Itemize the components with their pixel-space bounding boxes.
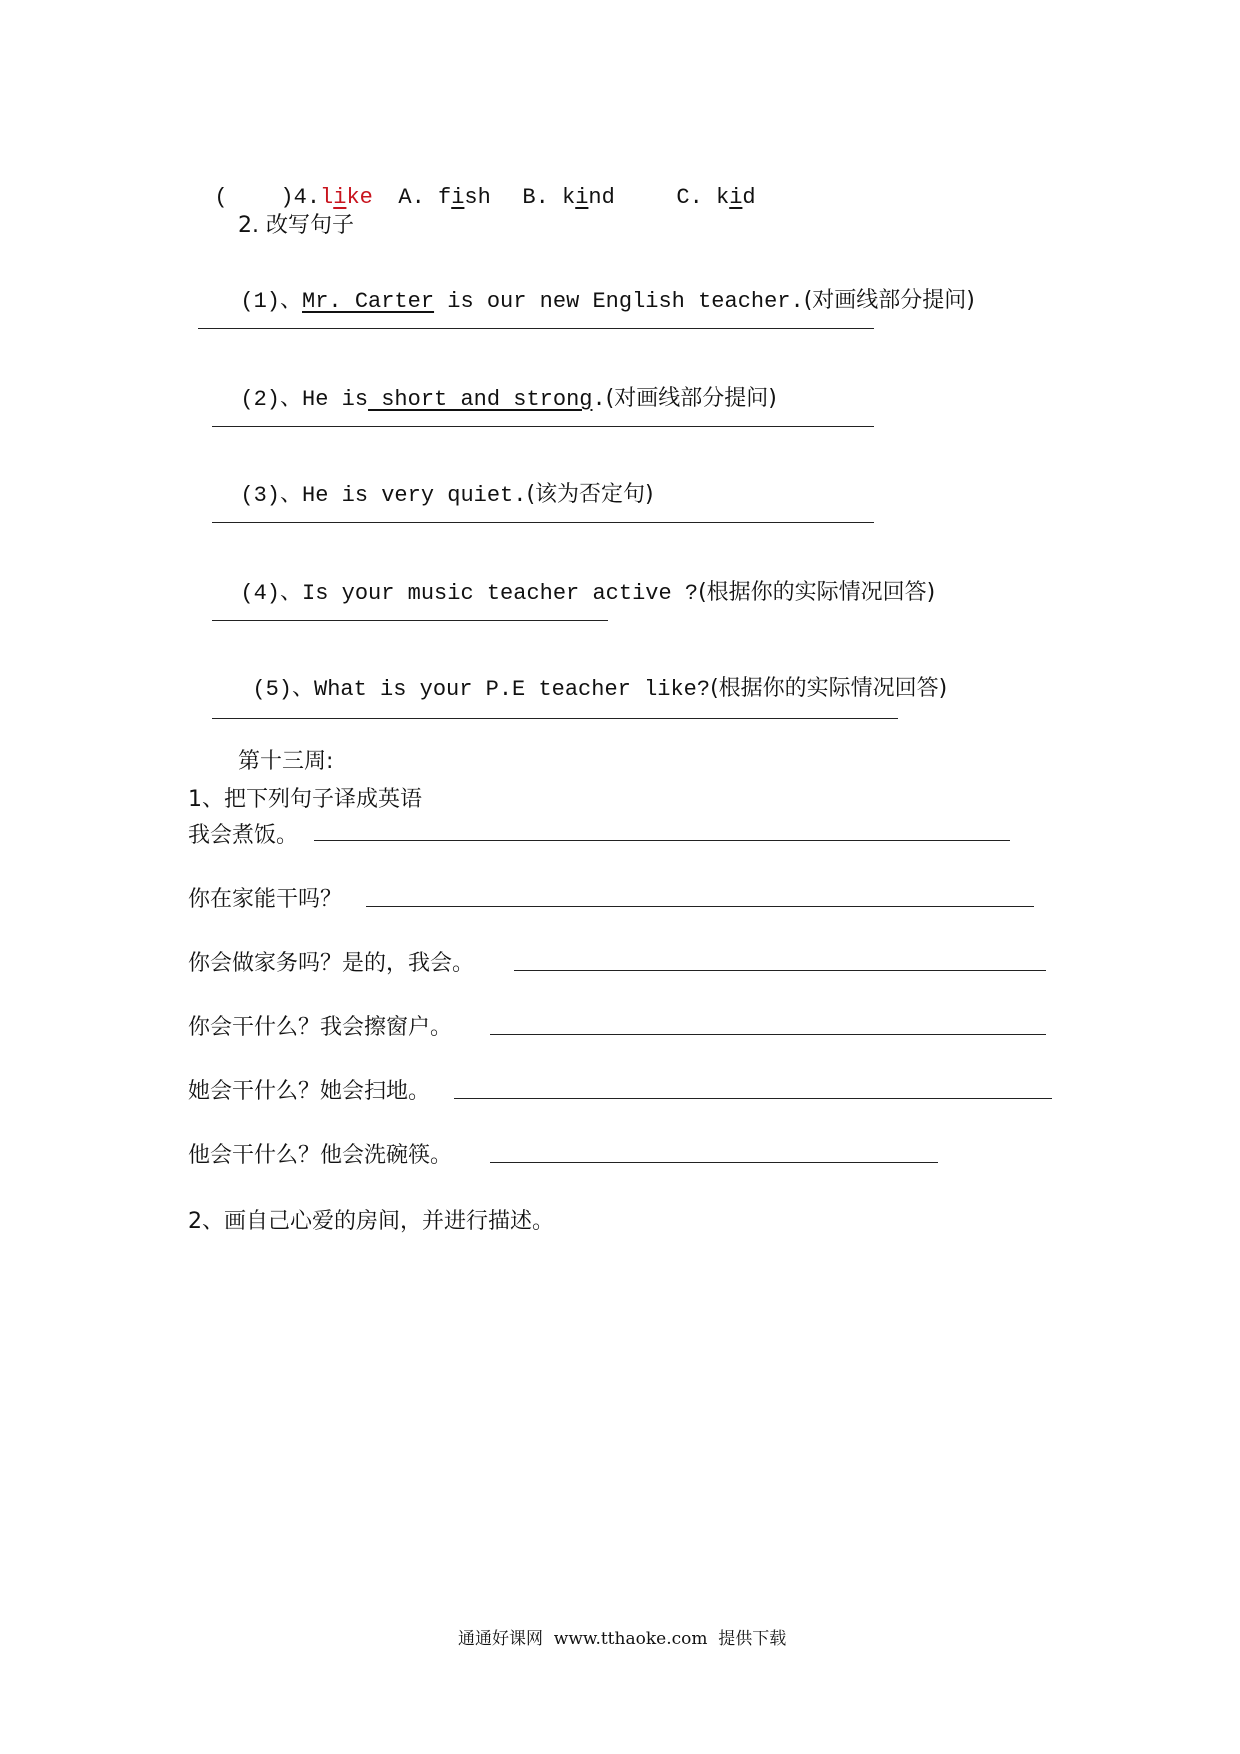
question-number: 4.: [293, 185, 321, 210]
translation-line-4[interactable]: [490, 1034, 1046, 1035]
sentence-3: 你会做家务吗？是的，我会。: [188, 951, 475, 976]
sentence-2: 你在家能干吗？: [188, 887, 343, 912]
rewrite-item-3: (3)、He is very quiet.(该为否定句): [240, 482, 654, 508]
translation-line-1[interactable]: [314, 840, 1010, 841]
rewrite-heading: 2. 改写句子: [238, 213, 354, 238]
translation-line-6[interactable]: [490, 1162, 938, 1163]
page-footer: 通通好课网 www.tthaoke.com 提供下载: [458, 1629, 787, 1649]
answer-line-4[interactable]: [212, 620, 608, 621]
rewrite-item-2: (2)、He is short and strong.(对画线部分提问): [240, 386, 777, 412]
answer-line-2[interactable]: [212, 426, 874, 427]
sentence-4: 你会干什么？我会擦窗户。: [188, 1015, 453, 1040]
answer-paren: ( ): [214, 185, 294, 210]
week-heading: 第十三周:: [238, 749, 334, 774]
sentence-6: 他会干什么？他会洗碗筷。: [188, 1143, 453, 1168]
target-word: like: [320, 185, 373, 210]
translation-line-2[interactable]: [366, 906, 1034, 907]
option-c: C. kid: [676, 185, 756, 210]
rewrite-item-1: (1)、Mr. Carter is our new English teacher.(对画线部分提问): [240, 288, 975, 314]
answer-line-3[interactable]: [212, 522, 874, 523]
question-4: [188, 160, 373, 210]
answer-line-5[interactable]: [212, 718, 898, 719]
rewrite-item-5: (5)、What is your P.E teacher like?(根据你的实际情况回答): [252, 676, 948, 702]
option-b: B. kind: [522, 185, 615, 210]
sentence-5: 她会干什么？她会扫地。: [188, 1079, 431, 1104]
sentence-1: 我会煮饭。: [188, 823, 299, 848]
option-a: A. fish: [398, 185, 491, 210]
task-1-title: 1、把下列句子译成英语: [188, 787, 422, 812]
translation-line-3[interactable]: [514, 970, 1046, 971]
task-2-title: 2、画自己心爱的房间，并进行描述。: [188, 1209, 554, 1234]
translation-line-5[interactable]: [454, 1098, 1052, 1099]
answer-line-1[interactable]: [198, 328, 874, 329]
rewrite-item-4: (4)、Is your music teacher active ?(根据你的实际情况回答): [240, 580, 936, 606]
